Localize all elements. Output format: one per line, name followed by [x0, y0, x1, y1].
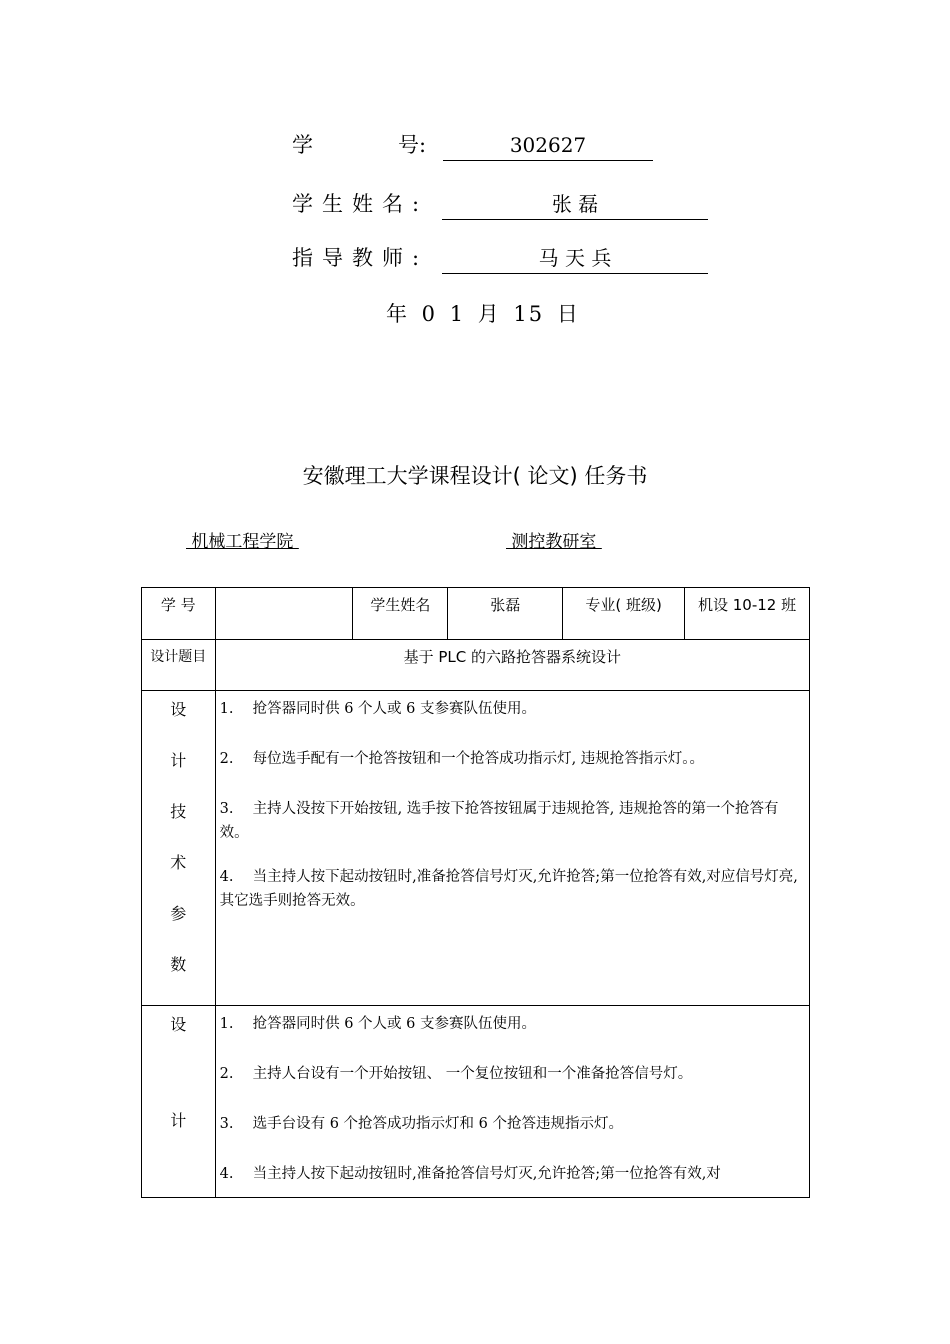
student-id-value: 302627 — [443, 130, 653, 161]
params-char: 设 — [170, 700, 187, 719]
student-name-value: 张 磊 — [442, 189, 708, 220]
student-name-label: 学生姓名: — [292, 192, 429, 216]
task-table — [141, 587, 810, 1198]
school-name: 机械工程学院 — [186, 532, 299, 552]
student-id-label-2: 号: — [398, 133, 427, 157]
advisor-value: 马 天 兵 — [442, 243, 708, 274]
params-header — [142, 691, 216, 1006]
list-item: 3. 主持人没按下开始按钮, 选手按下抢答按钮属于违规抢答, 违规抢答的第一个抢答有效。 — [219, 801, 779, 841]
name-header: 学生姓名 — [353, 588, 448, 640]
list-item: 4. 当主持人按下起动按钮时,准备抢答信号灯灭,允许抢答;第一位抢答有效,对应信号灯亮,其它选手则抢答无效。 — [219, 869, 798, 909]
student-id-label-1: 学 — [292, 133, 313, 157]
topic-cell: 基于 PLC 的六路抢答器系统设计 — [215, 640, 809, 691]
design-char: 计 — [170, 1111, 187, 1130]
advisor-label: 指导教师: — [292, 246, 429, 270]
design-header — [142, 1006, 216, 1198]
list-item: 3. 选手台设有 6 个抢答成功指示灯和 6 个抢答违规指示灯。 — [219, 1116, 623, 1132]
design-list — [215, 1006, 809, 1198]
params-char: 术 — [170, 853, 187, 872]
params-char: 技 — [170, 802, 187, 821]
list-item: 1. 抢答器同时供 6 个人或 6 支参赛队伍使用。 — [219, 701, 536, 717]
design-char: 设 — [170, 1015, 187, 1034]
list-item: 2. 每位选手配有一个抢答按钮和一个抢答成功指示灯, 违规抢答指示灯。。 — [219, 751, 705, 767]
date: 年 0 1 月 15 日 — [386, 302, 580, 326]
student-id-row — [292, 130, 662, 160]
list-item: 4. 当主持人按下起动按钮时,准备抢答信号灯灭,允许抢答;第一位抢答有效,对 — [219, 1166, 721, 1182]
advisor-row — [292, 243, 712, 273]
list-item: 2. 主持人台设有一个开始按钮、 一个复位按钮和一个准备抢答信号灯。 — [219, 1066, 693, 1082]
params-char: 数 — [170, 955, 187, 974]
params-list — [215, 691, 809, 1006]
student-id-cell — [215, 588, 353, 640]
student-id-header: 学 号 — [142, 588, 216, 640]
major-cell: 机设 10-12 班 — [685, 588, 810, 640]
major-header: 专业( 班级) — [563, 588, 685, 640]
params-char: 计 — [170, 751, 187, 770]
name-cell: 张磊 — [448, 588, 563, 640]
list-item: 1. 抢答器同时供 6 个人或 6 支参赛队伍使用。 — [219, 1016, 536, 1032]
office-name: 测控教研室 — [506, 532, 602, 552]
student-name-row — [292, 189, 712, 219]
params-char: 参 — [170, 904, 187, 923]
task-book-title: 安徽理工大学课程设计( 论文) 任务书 — [302, 464, 648, 488]
topic-header: 设计题目 — [142, 640, 216, 691]
